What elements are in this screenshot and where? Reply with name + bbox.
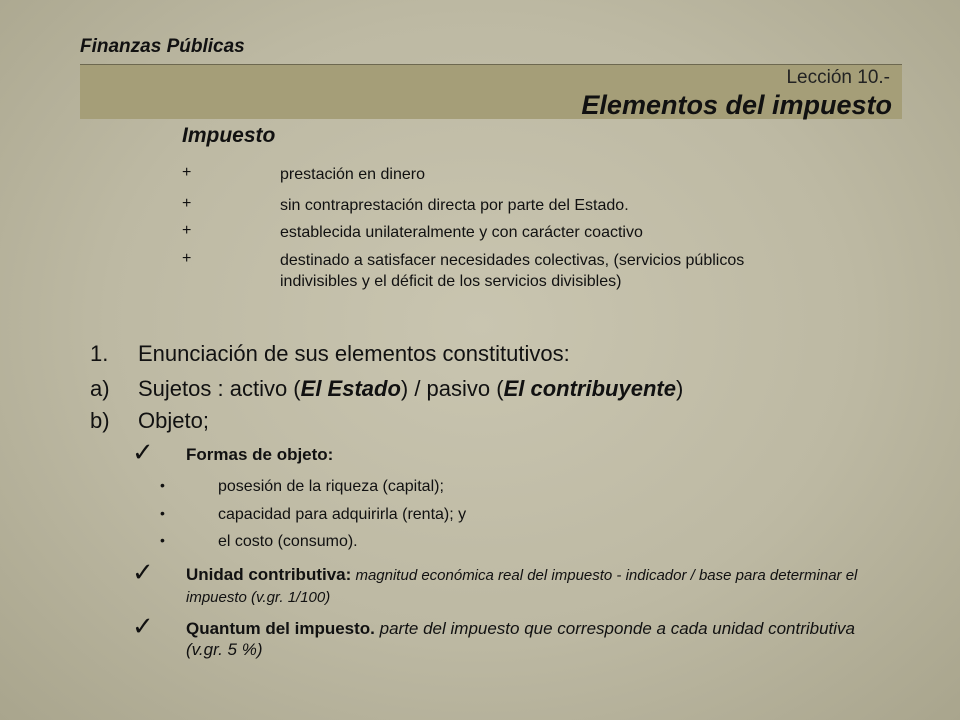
unit-title: Unidad contributiva: (186, 565, 352, 584)
bullet-icon: • (160, 505, 165, 521)
checkmark-icon: ✓ (132, 612, 154, 642)
object-forms-title: Formas de objeto: (186, 445, 334, 464)
list-letter: b) (90, 408, 110, 433)
passive-subject: El contribuyente (503, 376, 676, 401)
subjects-middle: ) / pasivo ( (400, 376, 504, 401)
list-letter: a) (90, 376, 110, 401)
subjects-text (138, 376, 683, 402)
definition-item-text: prestación en dinero (280, 166, 425, 183)
object-form-text: posesión de la riqueza (capital); (218, 478, 444, 495)
definition-title: Impuesto (182, 124, 276, 147)
unit-description: magnitud económica real del impuesto - indicador / base para determinar el impuesto (v.gr. 1/100) (186, 567, 858, 606)
plus-symbol: + (182, 250, 192, 267)
course-title: Finanzas Públicas (80, 36, 245, 57)
list-number: 1. (90, 341, 109, 366)
subjects-prefix: Sujetos : activo ( (138, 376, 301, 401)
bullet-icon: • (160, 477, 165, 493)
object-text: Objeto; (138, 408, 209, 433)
checkmark-icon: ✓ (132, 438, 154, 468)
subjects-suffix: ) (675, 376, 684, 401)
definition-item-text: sin contraprestación directa por parte del Estado. (280, 197, 629, 214)
active-subject: El Estado (300, 376, 401, 401)
title-band (80, 64, 902, 119)
plus-symbol: + (182, 164, 192, 181)
slide-title: Elementos del impuesto (581, 90, 892, 120)
quantum-text (186, 618, 866, 660)
definition-item-text: destinado a satisfacer necesidades colectivas, (servicios públicos indivisibles y el déficit de los servicios divisibles) (280, 252, 745, 290)
unit-text (186, 564, 866, 608)
lesson-number: Lección 10.- (786, 67, 890, 88)
checkmark-icon: ✓ (132, 558, 154, 588)
object-form-text: capacidad para adquirirla (renta); y (218, 506, 467, 523)
plus-symbol: + (182, 222, 192, 239)
bullet-icon: • (160, 532, 165, 548)
plus-symbol: + (182, 195, 192, 212)
quantum-description: parte del impuesto que corresponde a cada unidad contributiva (v.gr. 5 %) (186, 619, 855, 659)
definition-item-text: establecida unilateralmente y con carácter coactivo (280, 224, 643, 241)
object-form-text: el costo (consumo). (218, 533, 358, 550)
quantum-title: Quantum del impuesto. (186, 619, 375, 638)
elements-heading-text: Enunciación de sus elementos constitutivos: (138, 341, 570, 366)
